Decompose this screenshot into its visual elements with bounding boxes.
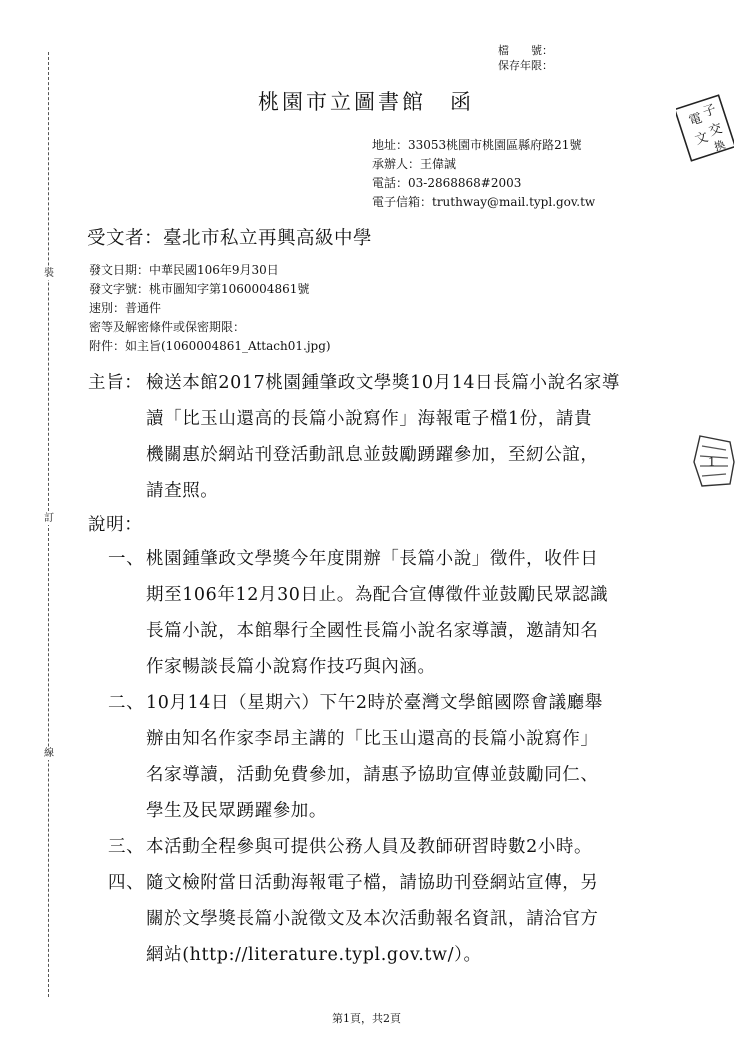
svg-text:電: 電 xyxy=(687,110,705,130)
subject-line-3: 機關惠於網站刊登活動訊息並鼓勵踴躍參加，至紉公誼， xyxy=(146,445,599,465)
explanation-item-1-line-2: 期至106年12月30日止。為配合宣傳徵件並鼓勵民眾認識 xyxy=(146,585,609,605)
explanation-item-3-line-1: 本活動全程參與可提供公務人員及教師研習時數2小時。 xyxy=(146,837,593,857)
page-clip-icon xyxy=(690,432,736,490)
retention-label: 保存年限： xyxy=(498,59,553,72)
binding-mark-top: 裝 xyxy=(44,268,54,279)
explanation-item-1-line-4: 作家暢談長篇小說寫作技巧與內涵。 xyxy=(146,657,436,677)
svg-text:換: 換 xyxy=(712,137,727,154)
explanation-item-2-line-1: 10月14日（星期六）下午2時於臺灣文學館國際會議廳舉 xyxy=(146,693,603,713)
delivery-speed: 速別：普通件 xyxy=(89,301,162,315)
document-title: 桃園市立圖書館 函 xyxy=(258,90,474,114)
binding-mark-middle: 訂 xyxy=(44,513,54,524)
explanation-item-4-number: 四、 xyxy=(108,873,145,893)
explanation-item-2-line-4: 學生及民眾踴躍參加。 xyxy=(146,801,327,821)
explanation-item-3-number: 三、 xyxy=(108,837,145,857)
svg-text:文: 文 xyxy=(693,129,711,149)
subject-line-1: 檢送本館2017桃園鍾肇政文學獎10月14日長篇小說名家導 xyxy=(146,373,620,393)
file-number-label: 檔 號： xyxy=(498,44,553,57)
explanation-item-2-number: 二、 xyxy=(108,693,145,713)
binding-mark-bottom: 線 xyxy=(44,748,54,759)
electronic-exchange-stamp-icon xyxy=(676,93,734,163)
explanation-item-1-line-1: 桃園鍾肇政文學獎今年度開辦「長篇小說」徵件，收件日 xyxy=(146,549,599,569)
page-number: 第1頁，共2頁 xyxy=(332,1012,401,1025)
issue-date: 發文日期：中華民國106年9月30日 xyxy=(89,263,279,277)
explanation-item-4-line-2: 關於文學獎長篇小說徵文及本次活動報名資訊，請洽官方 xyxy=(146,909,599,929)
explanation-item-1-number: 一、 xyxy=(108,549,145,569)
contact-address: 地址：33053桃園市桃園區縣府路21號 xyxy=(372,138,582,152)
contact-handler: 承辦人：王偉誠 xyxy=(372,157,457,171)
explanation-label: 說明： xyxy=(88,515,143,535)
document-number: 發文字號：桃市圖知字第1060004861號 xyxy=(89,282,310,296)
explanation-item-1-line-3: 長篇小說，本館舉行全國性長篇小說名家導讀，邀請知名 xyxy=(146,621,599,641)
svg-text:子: 子 xyxy=(701,102,719,121)
svg-text:交: 交 xyxy=(707,121,725,140)
subject-label: 主旨： xyxy=(88,373,143,393)
recipient: 受文者：臺北市私立再興高級中學 xyxy=(87,228,373,249)
contact-phone: 電話：03-2868868#2003 xyxy=(372,176,522,190)
subject-line-2: 讀「比玉山還高的長篇小說寫作」海報電子檔1份，請貴 xyxy=(146,409,593,429)
security-level: 密等及解密條件或保密期限： xyxy=(89,320,246,334)
attachment: 附件：如主旨(1060004861_Attach01.jpg) xyxy=(89,339,331,353)
explanation-item-2-line-2: 辦由知名作家李昂主講的「比玉山還高的長篇小說寫作」 xyxy=(146,729,599,749)
explanation-item-2-line-3: 名家導讀，活動免費參加，請惠予協助宣傳並鼓勵同仁、 xyxy=(146,765,599,785)
subject-line-4: 請查照。 xyxy=(146,481,219,501)
contact-email: 電子信箱：truthway@mail.typl.gov.tw xyxy=(372,195,596,209)
explanation-item-4-line-1: 隨文檢附當日活動海報電子檔，請協助刊登網站宣傳，另 xyxy=(146,873,599,893)
page-clip-label: 1 xyxy=(708,455,716,469)
explanation-item-4-line-3: 網站(http://literature.typl.gov.tw/）。 xyxy=(146,945,482,965)
